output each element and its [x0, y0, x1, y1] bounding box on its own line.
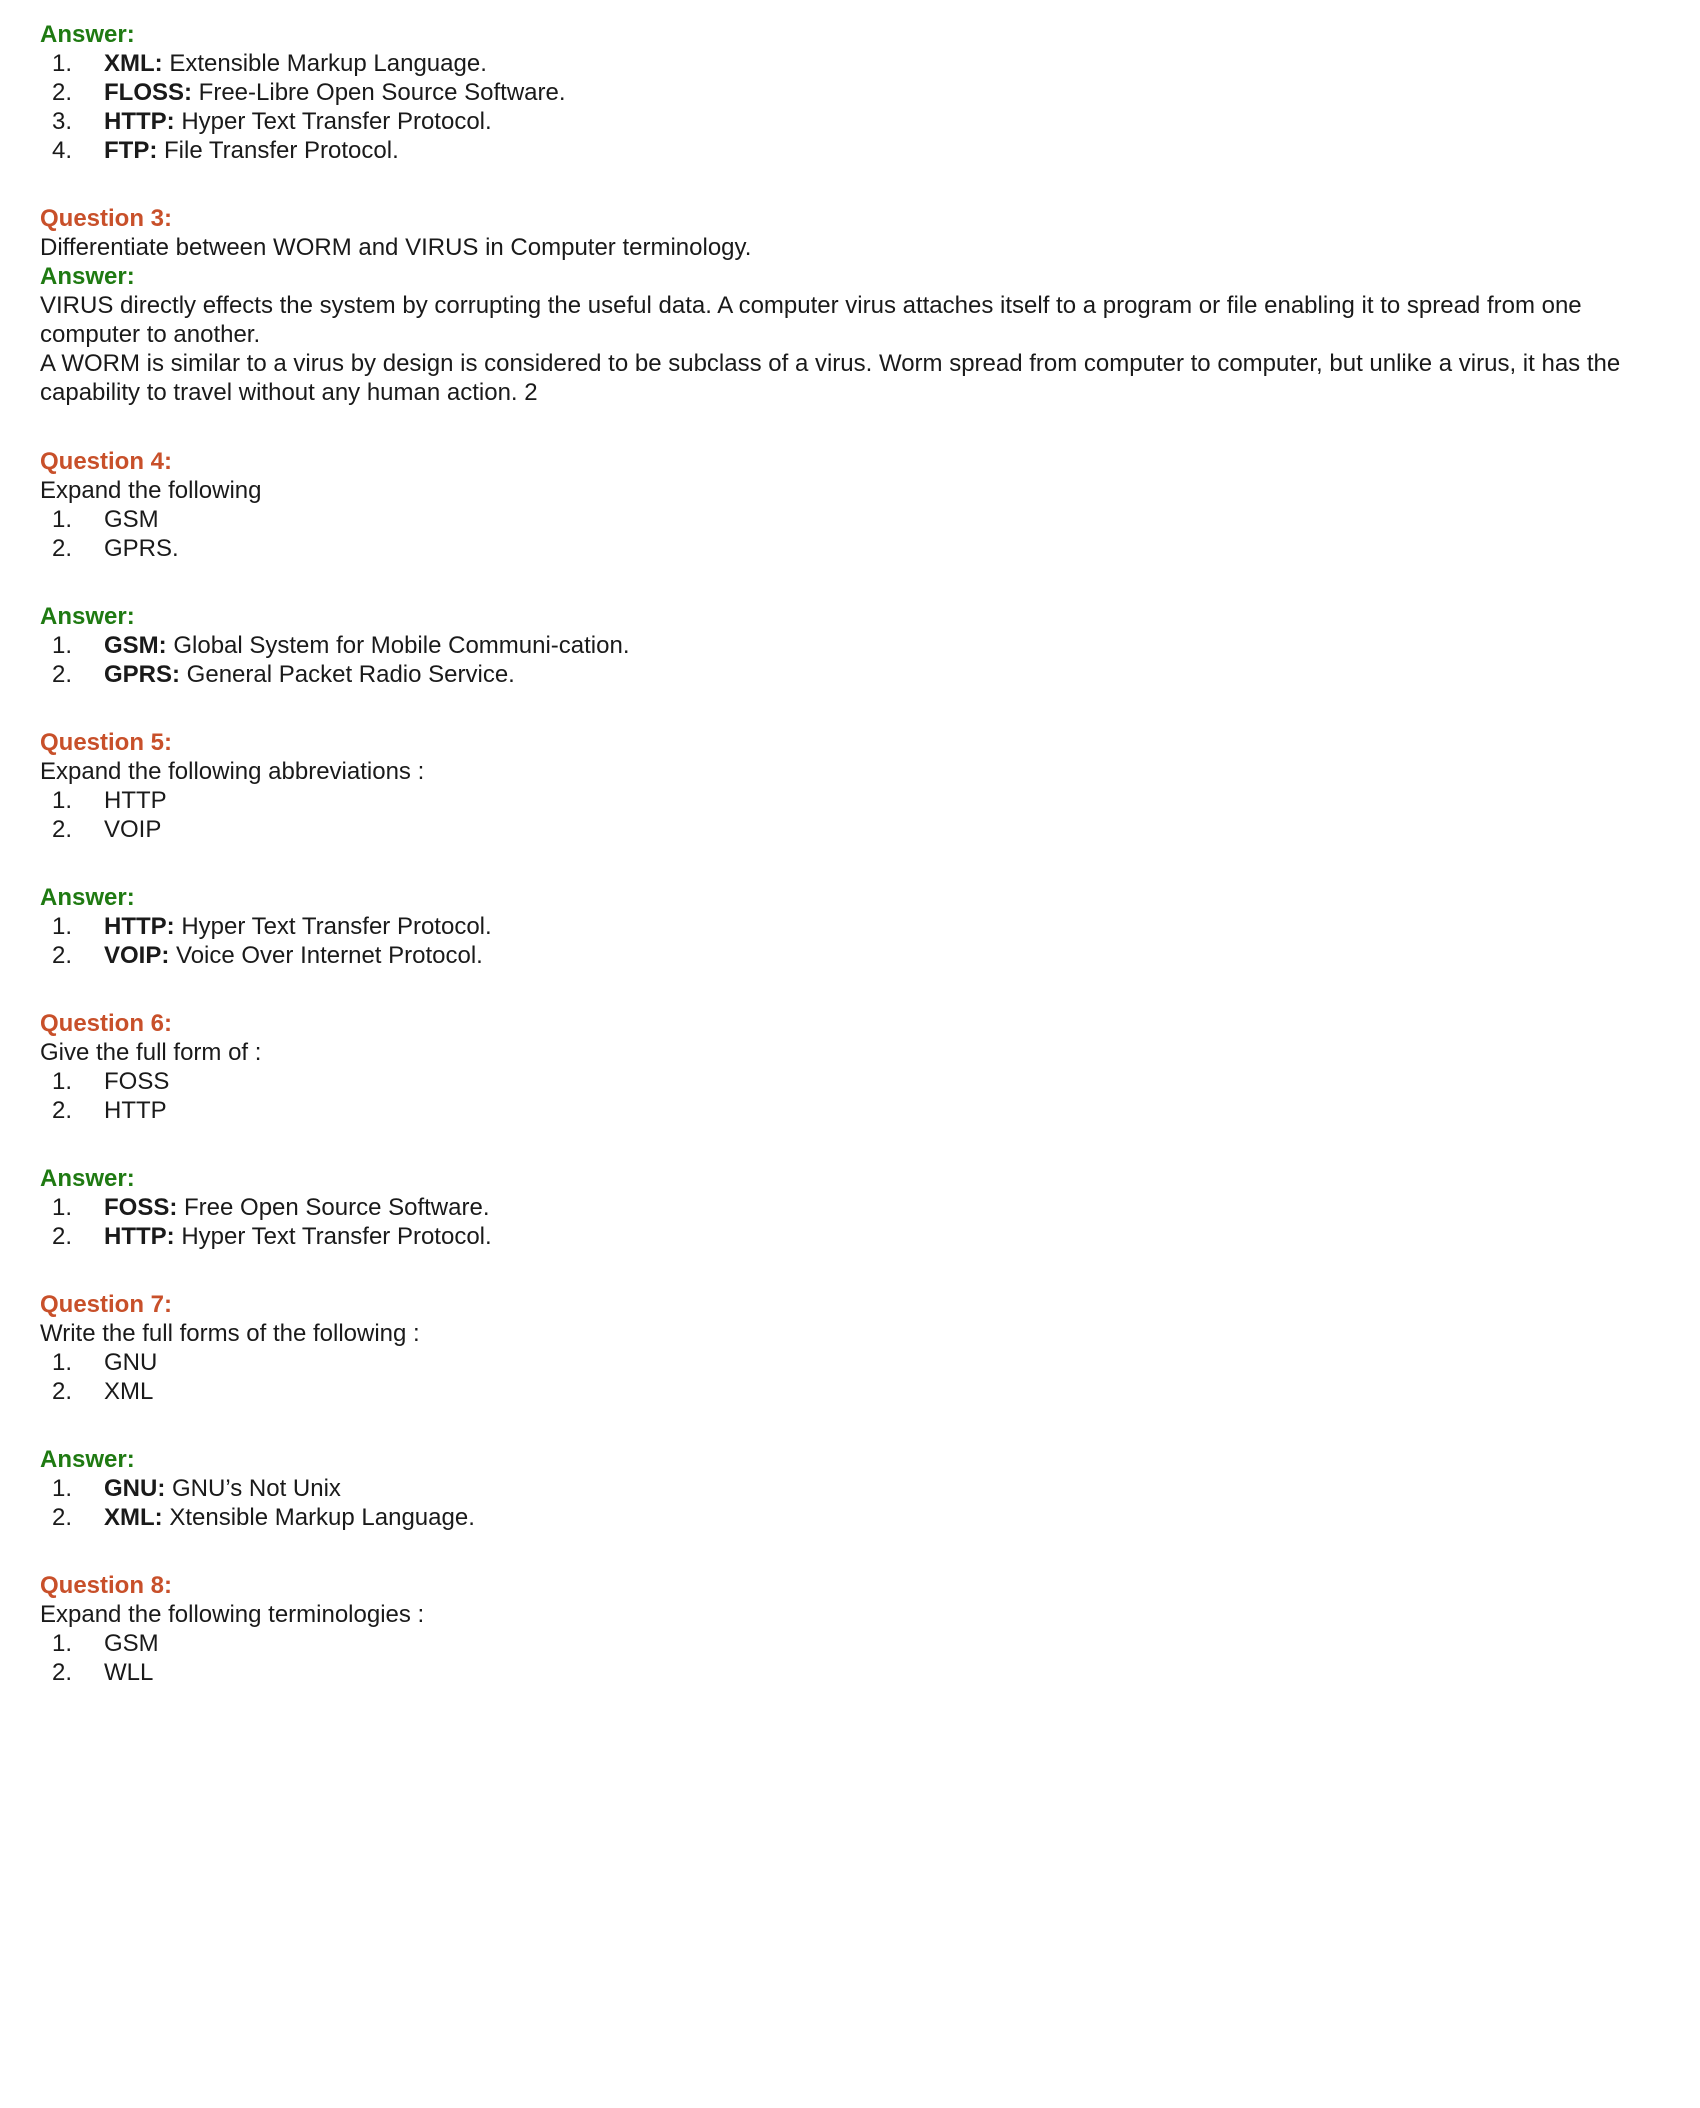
question-7-text: Write the full forms of the following :: [40, 1320, 420, 1347]
answer-label: Answer:: [40, 884, 135, 911]
list-item: 2. HTTP: [52, 1097, 167, 1124]
list-item: 1. FOSS: Free Open Source Software.: [52, 1194, 490, 1221]
question-8-label: Question 8:: [40, 1572, 173, 1599]
list-item: 1. HTTP: [52, 787, 167, 814]
answer-6-list: [40, 1193, 1660, 1251]
question-3-label: Question 3:: [40, 205, 173, 232]
question-4-label: Question 4:: [40, 448, 173, 475]
list-item: 1. GSM: [52, 506, 159, 533]
answer-list: [40, 49, 1660, 165]
question-7-list: [40, 1348, 1660, 1406]
list-item: 1. HTTP: Hyper Text Transfer Protocol.: [52, 913, 492, 940]
list-item: 1. GSM: Global System for Mobile Communi-cation.: [52, 632, 630, 659]
question-5-label: Question 5:: [40, 729, 173, 756]
answer-label: Answer:: [40, 1165, 135, 1192]
question-6-list: [40, 1067, 1660, 1125]
question-8-list: [40, 1629, 1660, 1687]
list-item: 3. HTTP: Hyper Text Transfer Protocol.: [52, 108, 492, 135]
document-body: [40, 20, 1660, 1687]
list-item: 2. XML: Xtensible Markup Language.: [52, 1504, 475, 1531]
list-item: 2. XML: [52, 1378, 154, 1405]
list-item: 2. VOIP: Voice Over Internet Protocol.: [52, 942, 483, 969]
question-7-label: Question 7:: [40, 1291, 173, 1318]
question-5-list: [40, 786, 1660, 844]
answer-7-list: [40, 1474, 1660, 1532]
answer-5-list: [40, 912, 1660, 970]
question-3-text: Differentiate between WORM and VIRUS in Computer terminology.: [40, 234, 752, 261]
question-6-text: Give the full form of :: [40, 1039, 262, 1066]
list-item: 1. GNU: [52, 1349, 158, 1376]
answer-label: Answer:: [40, 603, 135, 630]
list-item: 1. GSM: [52, 1630, 159, 1657]
list-item: 4. FTP: File Transfer Protocol.: [52, 137, 399, 164]
list-item: 1. GNU: GNU’s Not Unix: [52, 1475, 341, 1502]
question-4-list: [40, 505, 1660, 563]
question-6-label: Question 6:: [40, 1010, 173, 1037]
list-item: 1. XML: Extensible Markup Language.: [52, 50, 487, 77]
list-item: 2. HTTP: Hyper Text Transfer Protocol.: [52, 1223, 492, 1250]
list-item: 2. GPRS.: [52, 535, 179, 562]
answer-3-paragraph-1: VIRUS directly effects the system by corrupting the useful data. A computer virus attaches itself to a program or file enabling it to spread from one computer to another.: [40, 292, 1582, 348]
question-8-text: Expand the following terminologies :: [40, 1601, 425, 1628]
answer-label: Answer:: [40, 263, 135, 290]
answer-label: Answer:: [40, 1446, 135, 1473]
list-item: 2. WLL: [52, 1659, 154, 1686]
list-item: 2. GPRS: General Packet Radio Service.: [52, 661, 515, 688]
question-4-text: Expand the following: [40, 477, 262, 504]
list-item: 2. FLOSS: Free-Libre Open Source Software.: [52, 79, 566, 106]
answer-4-list: [40, 631, 1660, 689]
question-5-text: Expand the following abbreviations :: [40, 758, 425, 785]
answer-label: Answer:: [40, 21, 135, 48]
list-item: 1. FOSS: [52, 1068, 170, 1095]
list-item: 2. VOIP: [52, 816, 162, 843]
answer-3-paragraph-2: A WORM is similar to a virus by design is considered to be subclass of a virus. Worm spread from computer to computer, but unlike a virus, it has the capability to travel without any human action. 2: [40, 350, 1621, 406]
